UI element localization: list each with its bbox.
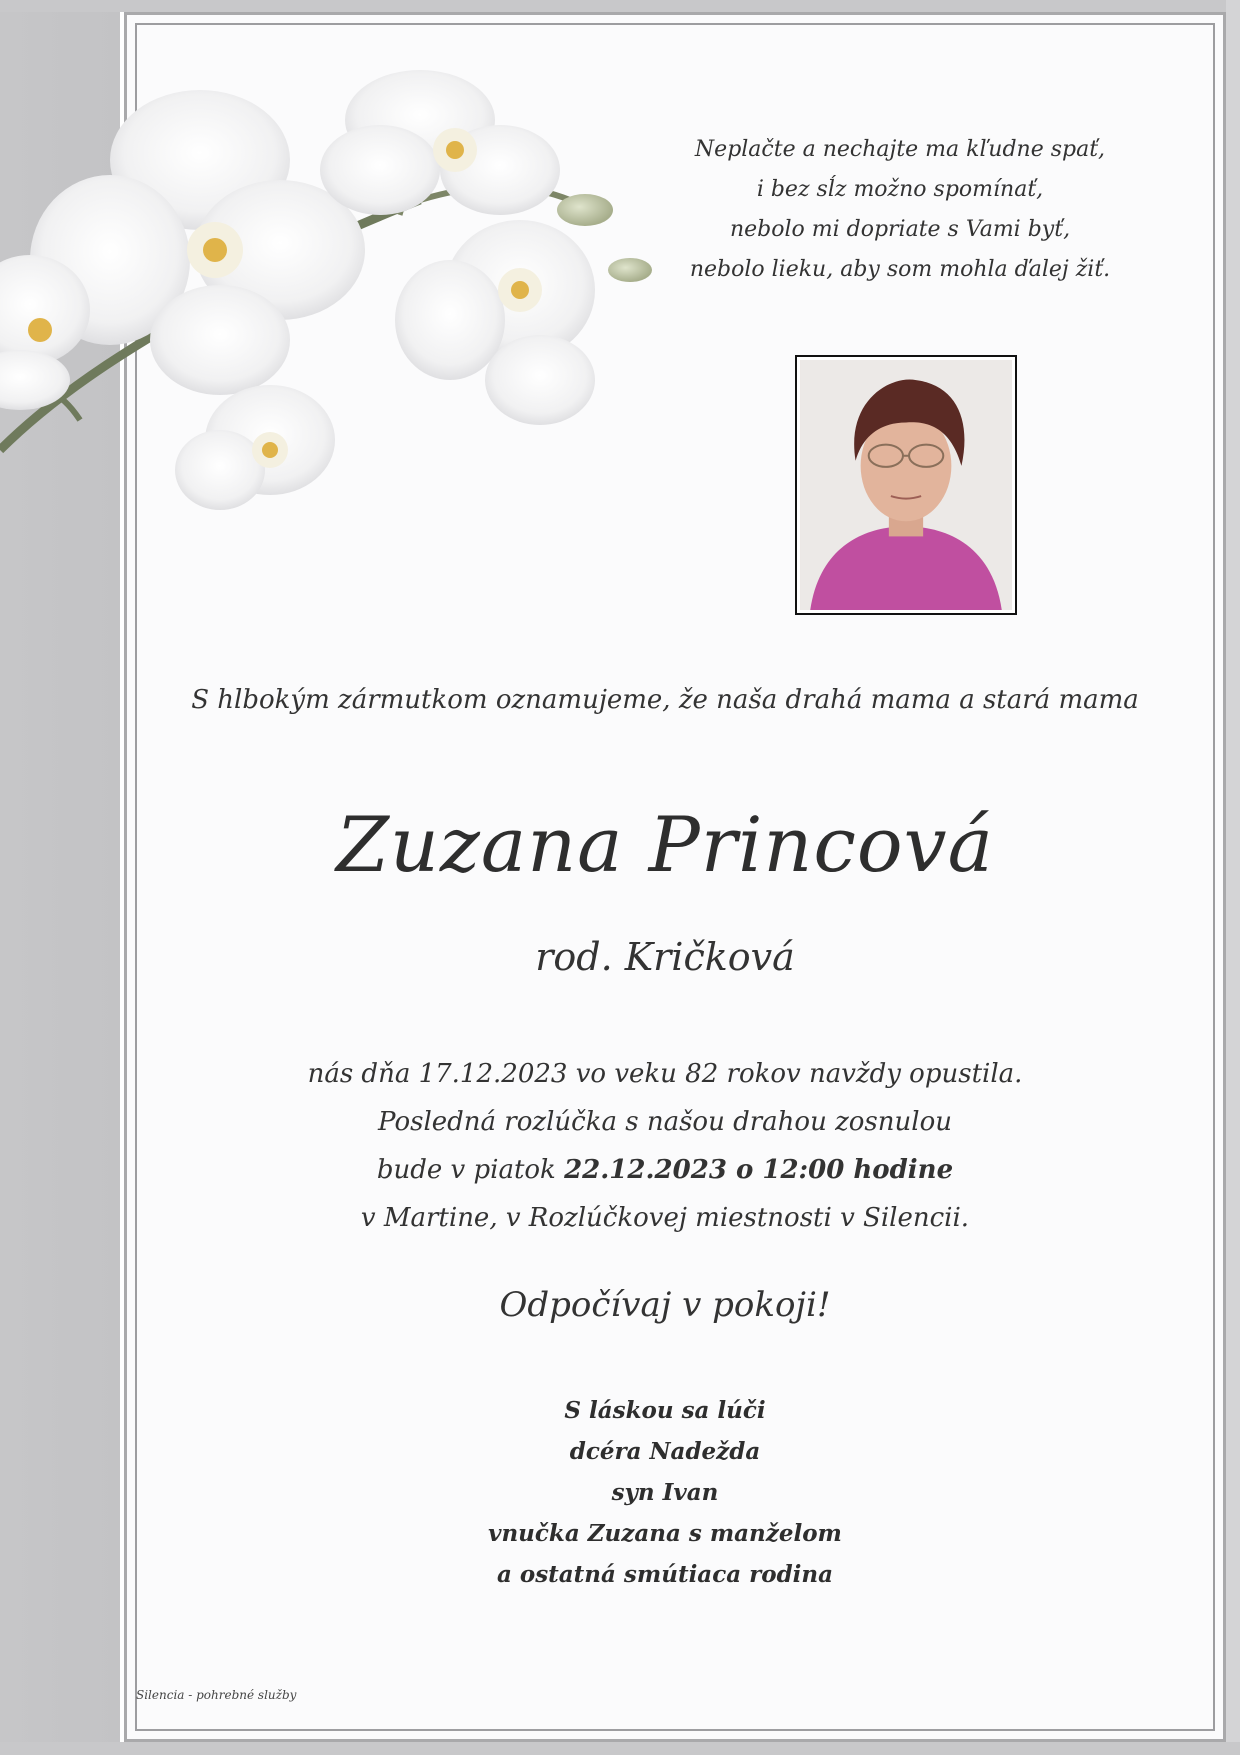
farewell-line: vnučka Zuzana s manželom	[488, 1520, 842, 1547]
details-line-death: nás dňa 17.12.2023 vo veku 82 rokov navždy opustila.	[307, 1059, 1023, 1089]
poem-line: i bez sĺz možno spomínať,	[756, 177, 1044, 202]
bottom-band	[0, 1742, 1240, 1755]
funeral-details	[150, 1050, 1180, 1242]
farewell-line: S láskou sa lúči	[564, 1397, 766, 1424]
farewell-line: a ostatná smútiaca rodina	[496, 1561, 834, 1588]
poem-line: nebolo mi dopriate s Vami byť,	[729, 217, 1071, 242]
announcement: S hlbokým zármutkom oznamujeme, že naša drahá mama a stará mama	[191, 685, 1139, 715]
details-date-prefix: bude v piatok	[376, 1155, 556, 1185]
farewell-line: syn Ivan	[611, 1479, 719, 1506]
portrait-image	[800, 360, 1012, 610]
details-line-farewell: Posledná rozlúčka s našou drahou zosnulou	[378, 1107, 952, 1137]
footer-credit: Silencia - pohrebné služby	[136, 1688, 297, 1702]
right-band	[1226, 0, 1240, 1755]
poem-line: Neplačte a nechajte ma kľudne spať,	[694, 137, 1106, 162]
portrait-photo	[795, 355, 1017, 615]
poem	[660, 130, 1140, 290]
orchid-flowers-icon	[0, 60, 660, 530]
details-line-place: v Martine, v Rozlúčkovej miestnosti v Silencii.	[360, 1203, 970, 1233]
poem-line: nebolo lieku, aby som mohla ďalej žiť.	[689, 257, 1111, 282]
rest-in-peace: Odpočívaj v pokoji!	[499, 1285, 831, 1325]
details-date-time: 22.12.2023 o 12:00 hodine	[564, 1155, 954, 1185]
portrait-icon	[800, 360, 1012, 610]
farewell-line: dcéra Nadežda	[569, 1438, 761, 1465]
deceased-name: Zuzana Princová	[336, 800, 994, 889]
top-band	[0, 0, 1240, 12]
maiden-name: rod. Kričková	[535, 935, 795, 979]
details-line-date	[150, 1146, 1180, 1194]
farewell-signatures	[150, 1390, 1180, 1595]
